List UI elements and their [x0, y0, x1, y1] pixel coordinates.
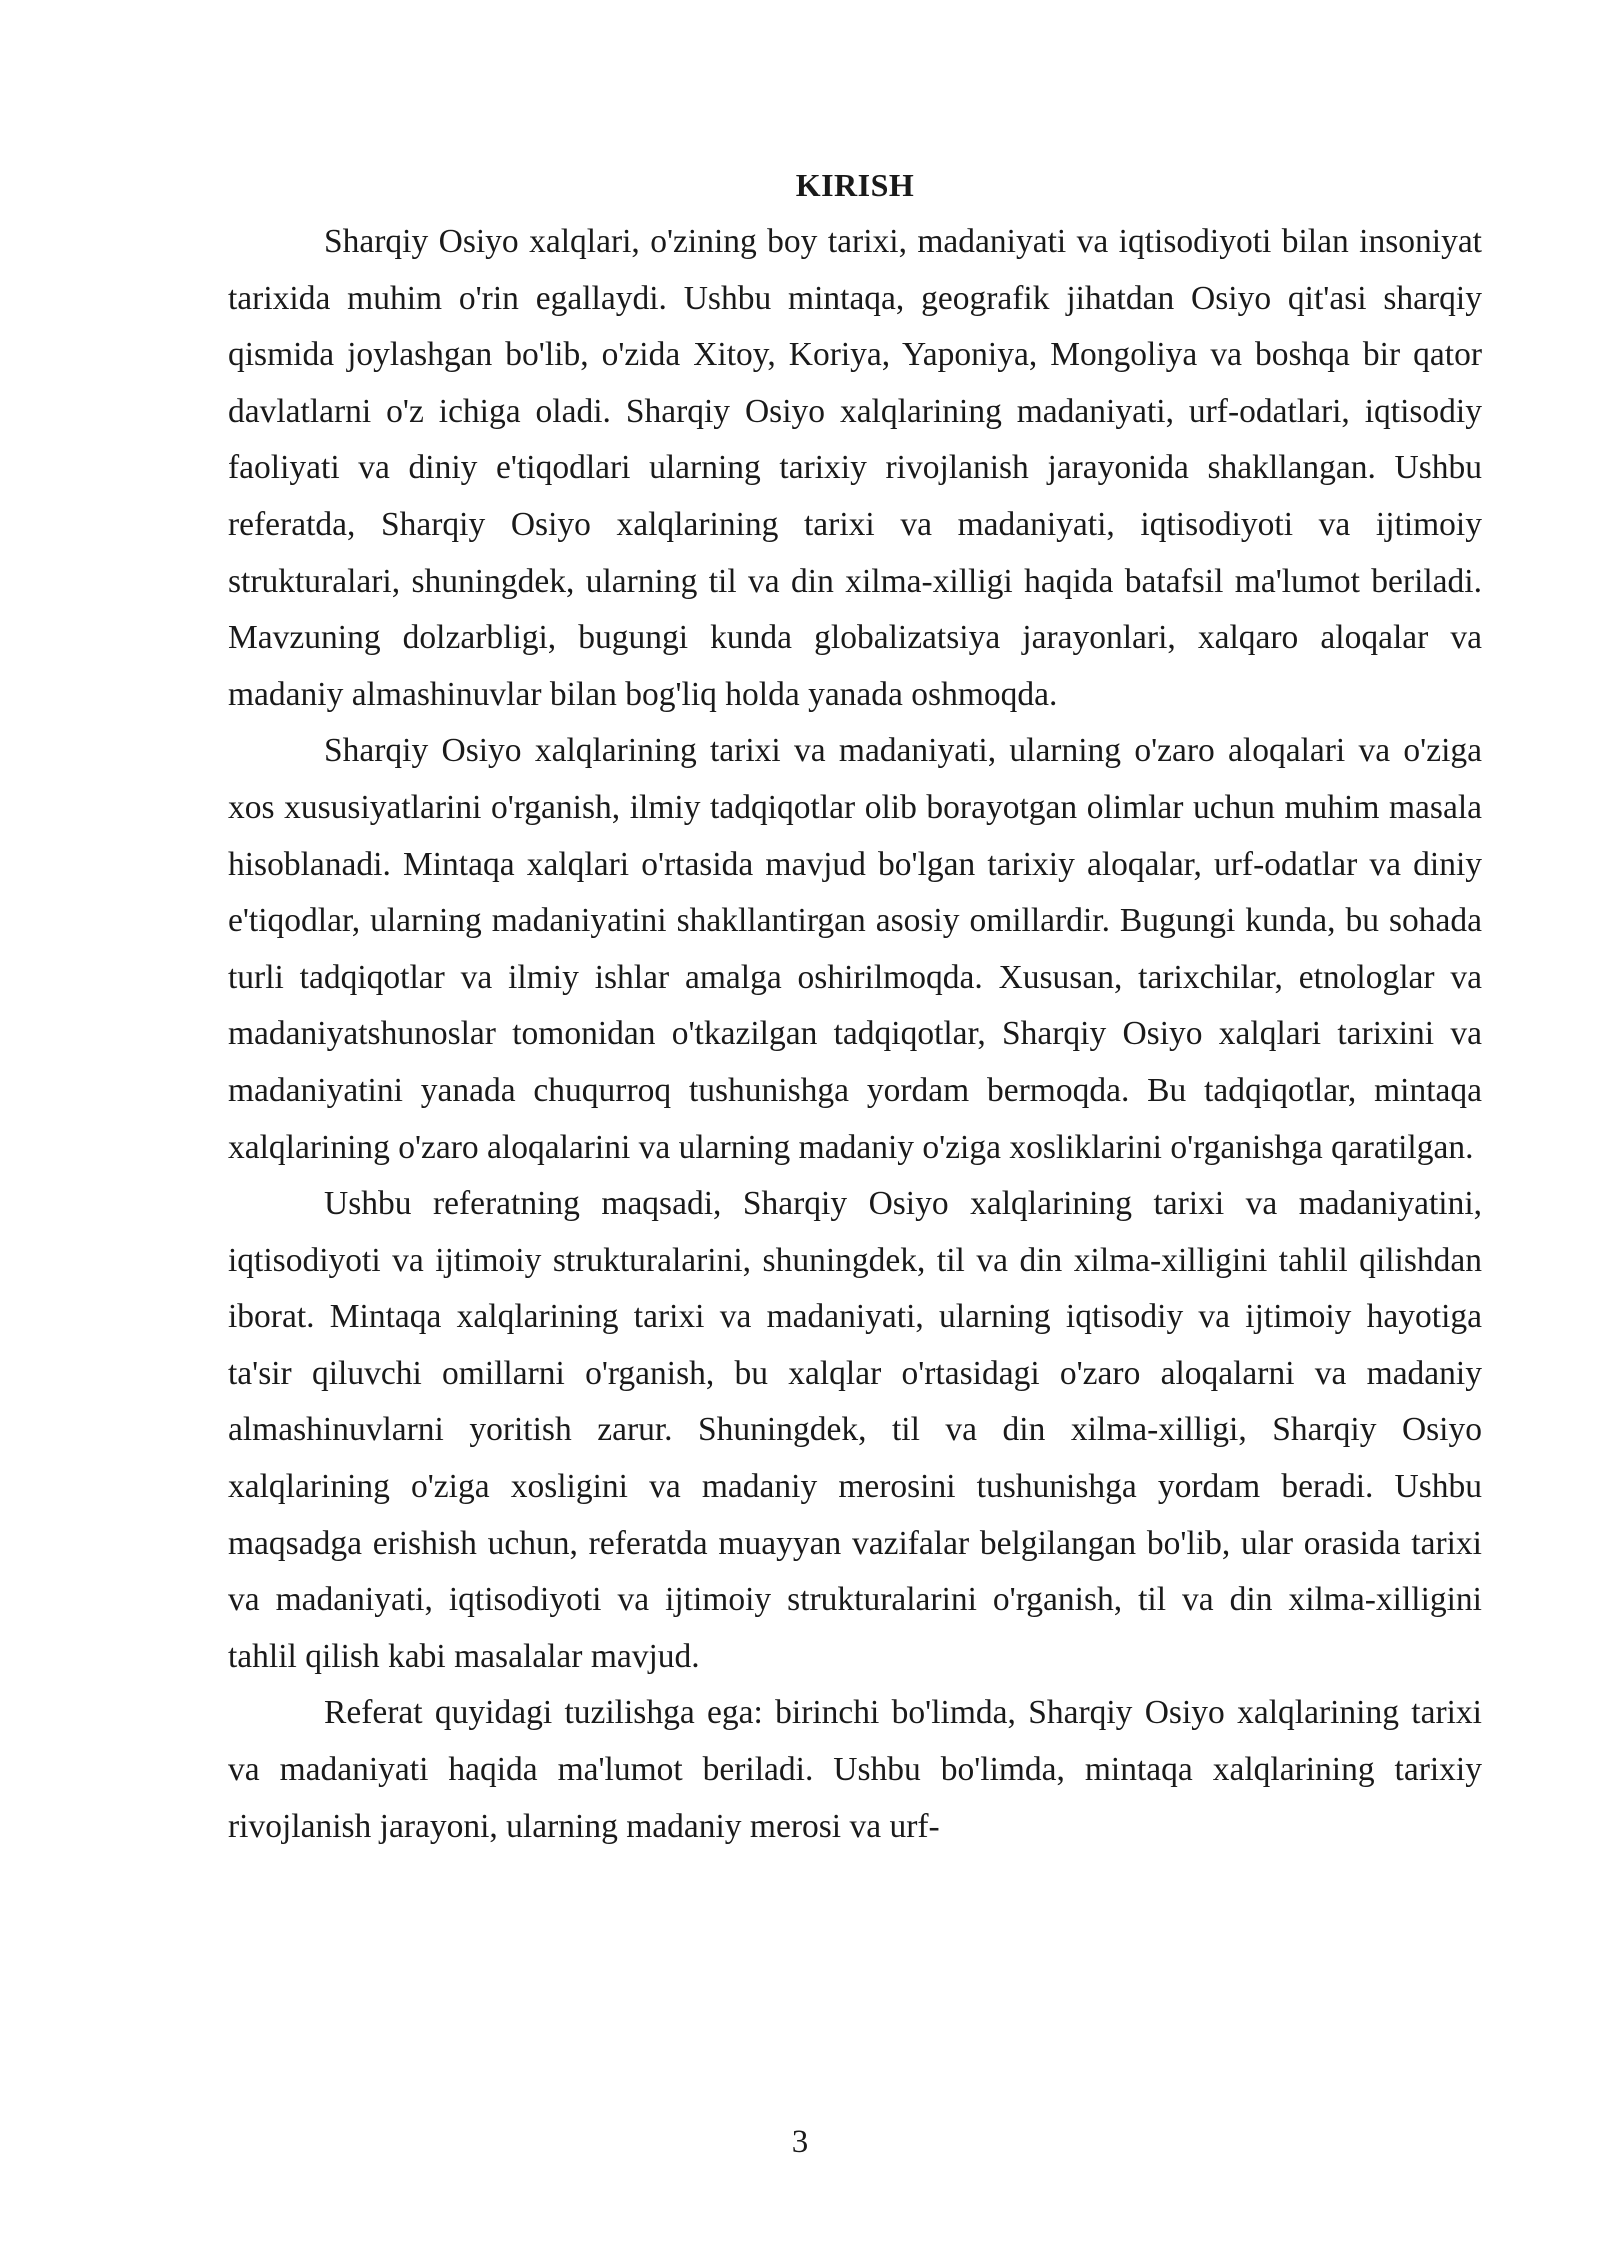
- paragraph-research: Sharqiy Osiyo xalqlarining tarixi va madaniyati, ularning o'zaro aloqalari va o'ziga xos xususiyatlarini o'rganish, ilmiy tadqiqotlar olib borayotgan olimlar uchun muhim masala hisoblanadi. Mintaqa xalqlari o'rtasida mavjud bo'lgan tarixiy aloqalar, urf-odatlar va diniy e'tiqodlar, ularning madaniyatini shakllantirgan asosiy omillardir. Bugungi kunda, bu sohada turli tadqiqotlar va ilmiy ishlar amalga oshirilmoqda. Xususan, tarixchilar, etnologlar va madaniyatshunoslar tomonidan o'tkazilgan tadqiqotlar, Sharqiy Osiyo xalqlari tarixini va madaniyatini yanada chuqurroq tushunishga yordam bermoqda. Bu tadqiqotlar, mintaqa xalqlarining o'zaro aloqalarini va ularning madaniy o'ziga xosliklarini o'rganishga qaratilgan.: [228, 732, 1482, 1166]
- page-number: 3: [791, 2124, 809, 2160]
- section-title: KIRISH: [795, 167, 915, 203]
- paragraph-structure: Referat quyidagi tuzilishga ega: birinchi bo'limda, Sharqiy Osiyo xalqlarining tarixi va madaniyati haqida ma'lumot beriladi. Ushbu bo'limda, mintaqa xalqlarining tarixiy rivojlanish jarayoni, ularning madaniy merosi va urf-: [228, 1694, 1482, 1845]
- paragraph-intro: Sharqiy Osiyo xalqlari, o'zining boy tarixi, madaniyati va iqtisodiyoti bilan insoniyat tarixida muhim o'rin egallaydi. Ushbu mintaqa, geografik jihatdan Osiyo qit'asi sharqiy qismida joylashgan bo'lib, o'zida Xitoy, Koriya, Yaponiya, Mongoliya va boshqa bir qator davlatlarni o'z ichiga oladi. Sharqiy Osiyo xalqlarining madaniyati, urf-odatlari, iqtisodiy faoliyati va diniy e'tiqodlari ularning tarixiy rivojlanish jarayonida shakllangan. Ushbu referatda, Sharqiy Osiyo xalqlarining tarixi va madaniyati, iqtisodiyoti va ijtimoiy strukturalari, shuningdek, ularning til va din xilma-xilligi haqida batafsil ma'lumot beriladi. Mavzuning dolzarbligi, bugungi kunda globalizatsiya jarayonlari, xalqaro aloqalar va madaniy almashinuvlar bilan bog'liq holda yanada oshmoqda.: [228, 223, 1482, 713]
- paragraph-purpose: Ushbu referatning maqsadi, Sharqiy Osiyo xalqlarining tarixi va madaniyatini, iqtisodiyoti va ijtimoiy strukturalarini, shuningdek, til va din xilma-xilligini tahlil qilishdan iborat. Mintaqa xalqlarining tarixi va madaniyati, ularning iqtisodiy va ijtimoiy hayotiga ta'sir qiluvchi omillarni o'rganish, bu xalqlar o'rtasidagi o'zaro aloqalarni va madaniy almashinuvlarni yoritish zarur. Shuningdek, til va din xilma-xilligi, Sharqiy Osiyo xalqlarining o'ziga xosligini va madaniy merosini tushunishga yordam beradi. Ushbu maqsadga erishish uchun, referatda muayyan vazifalar belgilangan bo'lib, ular orasida tarixi va madaniyati, iqtisodiyoti va ijtimoiy strukturalarini o'rganish, til va din xilma-xilligini tahlil qilish kabi masalalar mavjud.: [228, 1185, 1482, 1675]
- page-body: [228, 160, 1482, 1855]
